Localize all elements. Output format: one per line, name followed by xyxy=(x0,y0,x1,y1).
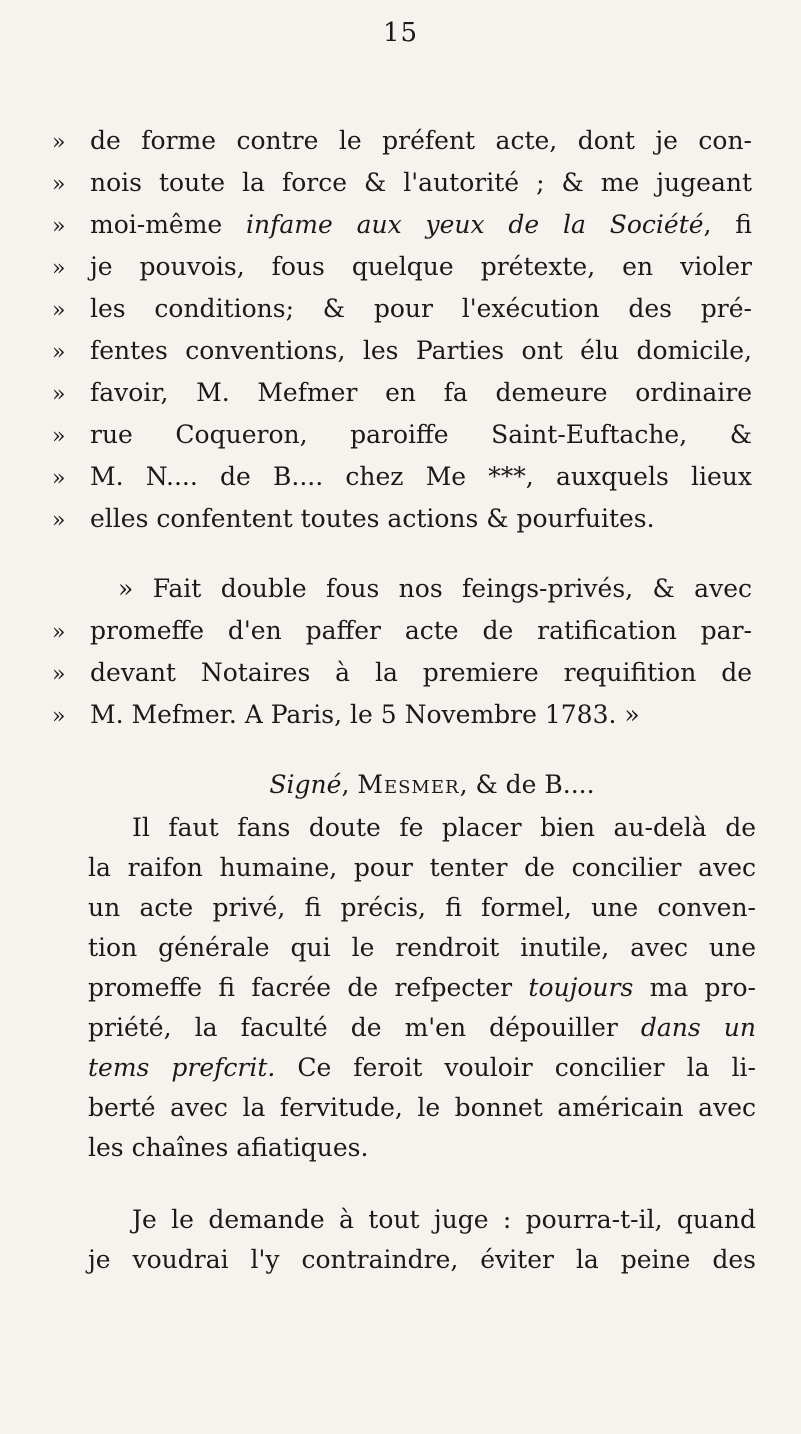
text-line: » rue Coqueron, paroiffe Saint-Euftache, & xyxy=(52,414,752,456)
quote-mark: » xyxy=(52,508,66,533)
text-line: » promeffe d'en paffer acte de ratification par- xyxy=(52,610,752,652)
text-line: » les conditions; & pour l'exécution des pré- xyxy=(52,288,752,330)
italic-phrase: infame aux yeux de la Société xyxy=(246,210,704,239)
quote-mark: » xyxy=(52,298,66,323)
quote-mark: » xyxy=(52,466,66,491)
text-line: » nois toute la force & l'autorité ; & me jugeant xyxy=(52,162,752,204)
text-line: » de forme contre le préfent acte, dont je con- xyxy=(52,120,752,162)
quote-mark: » xyxy=(52,172,66,197)
quote-mark: » xyxy=(52,662,66,687)
quoted-contract-block xyxy=(52,120,752,806)
text-line: » Fait double fous nos feings-privés, & avec xyxy=(118,574,752,603)
quote-mark: » xyxy=(52,382,66,407)
text-line: » M. N.... de B.... chez Me ***, auxquels lieux xyxy=(52,456,752,498)
text-line: » fentes conventions, les Parties ont élu domicile, xyxy=(52,330,752,372)
quote-mark: » xyxy=(52,704,66,729)
paragraph-gap xyxy=(52,540,752,568)
quote-mark: » xyxy=(52,340,66,365)
text-line: » je pouvois, fous quelque prétexte, en violer xyxy=(52,246,752,288)
signature-line: Signé, Mesmer, & de B.... xyxy=(269,770,595,799)
quote-mark: » xyxy=(52,256,66,281)
commentary-paragraph-1: Il faut fans doute fe placer bien au-delà de la raifon humaine, pour tenter de concilier avec un acte privé, fi précis, fi formel, une conven- tion générale qui le rendroit inutile, avec une promeffe fi facrée de refpecter toujours ma pro- priété, la faculté de m'en dépouiller dans un tems prefcrit. Ce feroit vouloir concilier la li- berté avec la fervitude, le bonnet américain avec les chaînes afiatiques. xyxy=(88,813,756,1162)
text-line: » M. Mefmer. A Paris, le 5 Novembre 1783. » xyxy=(52,694,752,736)
text-line: » devant Notaires à la premiere requifition de xyxy=(52,652,752,694)
commentary-paragraph-2: Je le demande à tout juge : pourra-t-il, quand je voudrai l'y contraindre, éviter la peine des xyxy=(88,1205,756,1274)
quote-mark: » xyxy=(52,214,66,239)
quote-mark: » xyxy=(52,424,66,449)
quote-mark: » xyxy=(52,620,66,645)
text-line: » elles confentent toutes actions & pourfuites. xyxy=(52,498,752,540)
page-number: 15 xyxy=(382,18,419,48)
quote-mark: » xyxy=(52,130,66,155)
text-line: » favoir, M. Mefmer en fa demeure ordinaire xyxy=(52,372,752,414)
paragraph-gap xyxy=(52,736,752,764)
text-line: » moi-même infame aux yeux de la Société, fi xyxy=(52,204,752,246)
